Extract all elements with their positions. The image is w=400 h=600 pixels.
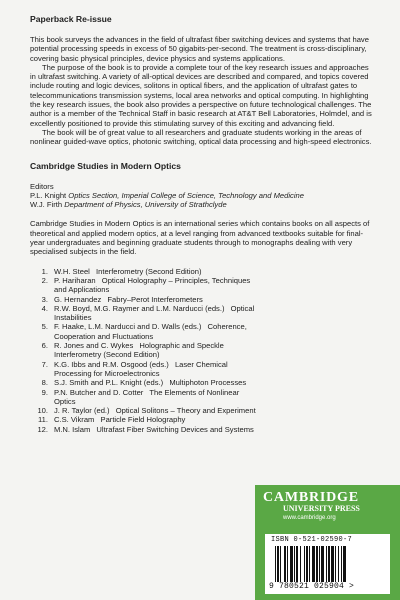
list-item-title: Fabry–Perot Interferometers [107, 294, 203, 304]
list-item-authors: P. Hariharan [54, 275, 96, 285]
list-item-authors: G. Hernandez [54, 294, 102, 304]
editors-label: Editors [30, 181, 54, 191]
barcode-bar [316, 546, 318, 582]
barcode-bar [280, 546, 281, 582]
list-item-number: 2. [41, 275, 48, 285]
isbn-barcode-box [265, 534, 390, 594]
barcode-bar [300, 546, 301, 582]
list-item-authors: J. R. Taylor (ed.) [54, 406, 110, 416]
list-item-number: 3. [41, 294, 48, 304]
list-item-title: The Elements of Nonlinear Optics [54, 387, 240, 406]
barcode-bar [326, 546, 327, 582]
list-item-authors: M.N. Islam [54, 424, 91, 434]
list-item-number: 12. [37, 424, 48, 434]
list-item-number: 4. [41, 303, 48, 313]
barcode-digits: 9 780521 025904 > [269, 582, 355, 591]
barcode-bar [277, 546, 279, 582]
list-item-number: 1. [41, 266, 48, 276]
list-item-title: Ultrafast Fiber Switching Devices and Systems [96, 424, 254, 434]
list-item-authors: S.J. Smith and P.L. Knight (eds.) [54, 378, 164, 388]
list-item [30, 341, 375, 360]
list-item [30, 388, 375, 407]
list-item-number: 11. [38, 415, 48, 425]
list-item-authors: P.N. Butcher and D. Cotter [54, 387, 144, 397]
list-item [30, 304, 375, 323]
editor-affiliation: Department of Physics, University of Strathclyde [64, 200, 227, 210]
list-item-title: Laser Chemical Processing for Microelectronics [54, 359, 228, 378]
list-item-number: 8. [41, 378, 48, 388]
editor-name: W.J. Firth [30, 200, 63, 210]
editor-1 [30, 191, 375, 200]
series-description: Cambridge Studies in Modern Optics is an international series which contains books on all aspects of theoretical and applied modern optics, at a level ranging from advanced textbooks suitable for final-year undergraduates and beginning graduate students through to monographs dealing with very specialised subjects in the field. [30, 219, 370, 257]
list-item-number: 6. [41, 341, 48, 351]
list-item-title: Particle Field Holography [100, 415, 186, 425]
barcode-bar [284, 546, 286, 582]
list-item [30, 406, 375, 415]
list-item-authors: W.H. Steel [54, 266, 90, 276]
editor-name: P.L. Knight [30, 190, 67, 200]
list-item-title: Optical Instabilities [54, 303, 255, 323]
series-title-list [30, 267, 375, 434]
list-item [30, 360, 375, 379]
reissue-paragraph-1: This book surveys the advances in the field of ultrafast fiber switching devices and systems that have potential processing speeds in excess of 50 gigabits-per-second. The treatment is cross-disciplinary, covering basic physical principles, device physics and systems applications. [30, 35, 369, 63]
barcode-bar [343, 546, 346, 582]
list-item-title: Coherence, Cooperation and Fluctuations [54, 322, 247, 341]
list-item-authors: K.G. Ibbs and R.M. Osgood (eds.) [54, 359, 169, 369]
barcode-bar [294, 546, 295, 582]
barcode-bar [306, 546, 308, 582]
isbn-label: ISBN 0-521-02590-7 [271, 536, 353, 544]
series-heading: Cambridge Studies in Modern Optics [30, 160, 181, 171]
publisher-subtitle: UNIVERSITY PRESS [283, 504, 360, 513]
barcode-bar [287, 546, 288, 582]
barcode-icon [273, 546, 383, 582]
barcode-bar [328, 546, 330, 582]
list-item [30, 425, 375, 434]
reissue-heading: Paperback Re-issue [30, 14, 112, 24]
barcode-bar [321, 546, 324, 582]
list-item-number: 7. [41, 359, 48, 369]
barcode-bar [296, 546, 298, 582]
list-item-authors: F. Haake, L.M. Narducci and D. Walls (eds.) [54, 322, 202, 332]
barcode-bar [275, 546, 276, 582]
barcode-bar [335, 546, 336, 582]
barcode-bar [290, 546, 293, 582]
barcode-bar [319, 546, 320, 582]
list-item-title: Holographic and Speckle Interferometry (Second Edition) [54, 341, 224, 360]
list-item-authors: R. Jones and C. Wykes [54, 341, 134, 351]
list-item-title: Interferometry (Second Edition) [96, 266, 202, 276]
list-item [30, 276, 375, 295]
list-item-authors: C.S. Vikram [54, 415, 95, 425]
publisher-url: www.cambridge.org [283, 515, 336, 521]
list-item [30, 267, 375, 276]
publisher-name: CAMBRIDGE [263, 490, 359, 505]
reissue-paragraph-3: The book will be of great value to all researchers and graduate students working in the areas of nonlinear guided-wave optics, photonic switching, optical data processing and high-speed electronics. [30, 127, 372, 147]
list-item-title: Optical Holography – Principles, Techniques and Applications [54, 275, 251, 295]
editor-affiliation: Optics Section, Imperial College of Science, Technology and Medicine [68, 190, 304, 200]
barcode-bar [341, 546, 342, 582]
list-item [30, 295, 375, 304]
list-item-number: 5. [41, 322, 48, 332]
barcode-bar [304, 546, 305, 582]
list-item-authors: R.W. Boyd, M.G. Raymer and L.M. Narducci (eds.) [54, 303, 225, 313]
barcode-bar [312, 546, 315, 582]
list-item [30, 378, 375, 387]
back-cover-text [30, 14, 375, 434]
list-item [30, 415, 375, 424]
barcode-bar [331, 546, 334, 582]
list-item-number: 10. [37, 406, 48, 416]
reissue-paragraph-2: The purpose of the book is to provide a complete tour of the key research issues and approaches in ultrafast switching. A variety of all-optical devices are described and compared, and topics covered include routing and logic devices, solitons in optical fibers, and the application of ultrafast gates to telecommunications transmission systems, local area networks and optical computing. In highlighting the key research issues, the book also provides a perspective on future technological challenges. The author is a member of the Technical Staff in basic research at AT&T Bell Laboratories, Holmdel, and is excellently positioned to provide this stimulating survey of this exciting and advancing field. [30, 62, 372, 128]
list-item-number: 9. [41, 387, 48, 397]
list-item [30, 322, 375, 341]
barcode-bar [338, 546, 339, 582]
editor-2 [30, 200, 375, 209]
barcode-bar [309, 546, 310, 582]
list-item-title: Multiphoton Processes [169, 378, 247, 388]
list-item-title: Optical Solitons – Theory and Experiment [115, 406, 256, 416]
